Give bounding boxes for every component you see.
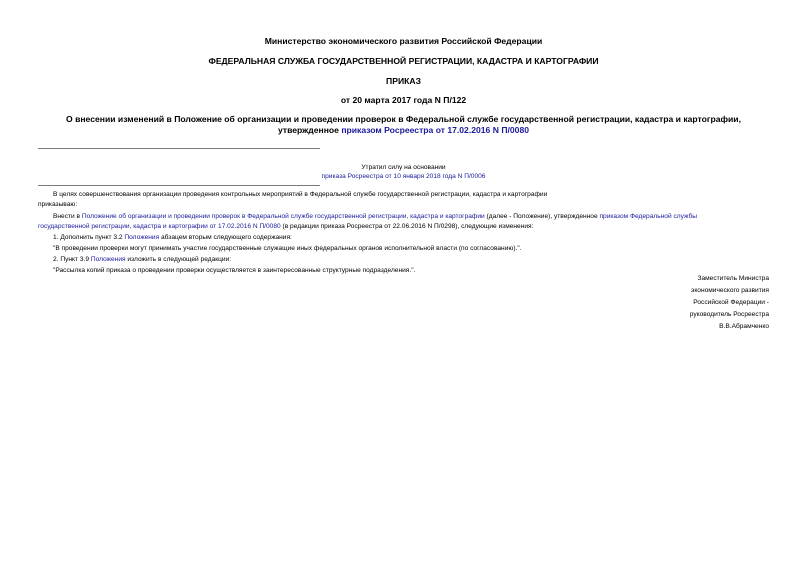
divider-top xyxy=(38,148,320,149)
status-note-line-2 xyxy=(0,172,807,181)
signature-line-1: Заместитель Министра xyxy=(697,275,769,282)
item-1-text-b: абзацем вторым следующего содержания: xyxy=(159,234,292,241)
paragraph-2-line-2 xyxy=(38,222,533,231)
item-1-regulation-link[interactable]: Положения xyxy=(124,234,160,241)
item-2-text-b: изложить в следующей редакции: xyxy=(125,256,232,263)
regulation-link[interactable]: Положение об организации и проведении проверок в Федеральной службе государственной регистрации, кадастра и картографии xyxy=(81,213,485,220)
item-2-regulation-link[interactable]: Положения xyxy=(90,256,126,263)
item-1-quote: "В проведении проверки могут принимать участие государственные служащие иных федеральных органов исполнительной власти (по согласованию).". xyxy=(53,245,522,252)
doc-type-heading: ПРИКАЗ xyxy=(386,76,421,86)
status-note-line-1: Утратил силу на основании xyxy=(361,164,446,171)
signature-line-2: экономического развития xyxy=(690,287,769,294)
service-heading: ФЕДЕРАЛЬНАЯ СЛУЖБА ГОСУДАРСТВЕННОЙ РЕГИСТРАЦИИ, КАДАСТРА И КАРТОГРАФИИ xyxy=(208,56,599,66)
decree-link-part-1[interactable]: приказом Федеральной службы xyxy=(599,213,697,220)
signature-block xyxy=(569,273,769,333)
decree-link-part-2[interactable]: государственной регистрации, кадастра и картографии от 17.02.2016 N П/0080 xyxy=(38,223,281,230)
date-number-heading: от 20 марта 2017 года N П/122 xyxy=(340,95,467,105)
p2-text-b: (далее - Положение), утвержденное xyxy=(484,213,600,220)
item-1-text-a: 1. Дополнить пункт 3.2 xyxy=(53,234,125,241)
item-1 xyxy=(53,233,292,242)
p2-text-a: Внести в xyxy=(53,213,82,220)
signature-line-4: руководитель Росреестра xyxy=(689,311,769,318)
signature-name: В.В.Абрамченко xyxy=(719,323,769,330)
signature-line-3: Российской Федерации - xyxy=(693,299,769,306)
paragraph-2-line-1 xyxy=(53,212,697,221)
title-line-1: О внесении изменений в Положение об организации и проведении проверок в Федеральной службе государственной регистрации, кадастра и картографии, xyxy=(66,114,741,124)
item-2-text-a: 2. Пункт 3.9 xyxy=(53,256,91,263)
title-line-2 xyxy=(0,125,807,136)
item-2-quote: "Рассылка копий приказа о проведении проверки осуществляется в заинтересованные структурные подразделения.". xyxy=(53,267,416,274)
paragraph-1-line-2: приказываю: xyxy=(38,201,78,208)
item-2 xyxy=(53,255,231,264)
ministry-heading: Министерство экономического развития Российской Федерации xyxy=(264,36,543,46)
divider-bottom xyxy=(38,185,320,186)
title-decree-link[interactable]: приказом Росреестра от 17.02.2016 N П/0080 xyxy=(341,125,529,135)
p2-text-c: (в редакции приказа Росреестра от 22.06.2016 N П/0298), следующие изменения: xyxy=(280,223,534,230)
title-line-2-prefix: утвержденное xyxy=(278,125,342,135)
repeal-decree-link[interactable]: приказа Росреестра от 10 января 2018 года N П/0006 xyxy=(321,173,486,180)
paragraph-1-line-1: В целях совершенствования организации проведения контрольных мероприятий в Федеральной службе государственной регистрации, кадастра и картографии xyxy=(53,191,548,198)
